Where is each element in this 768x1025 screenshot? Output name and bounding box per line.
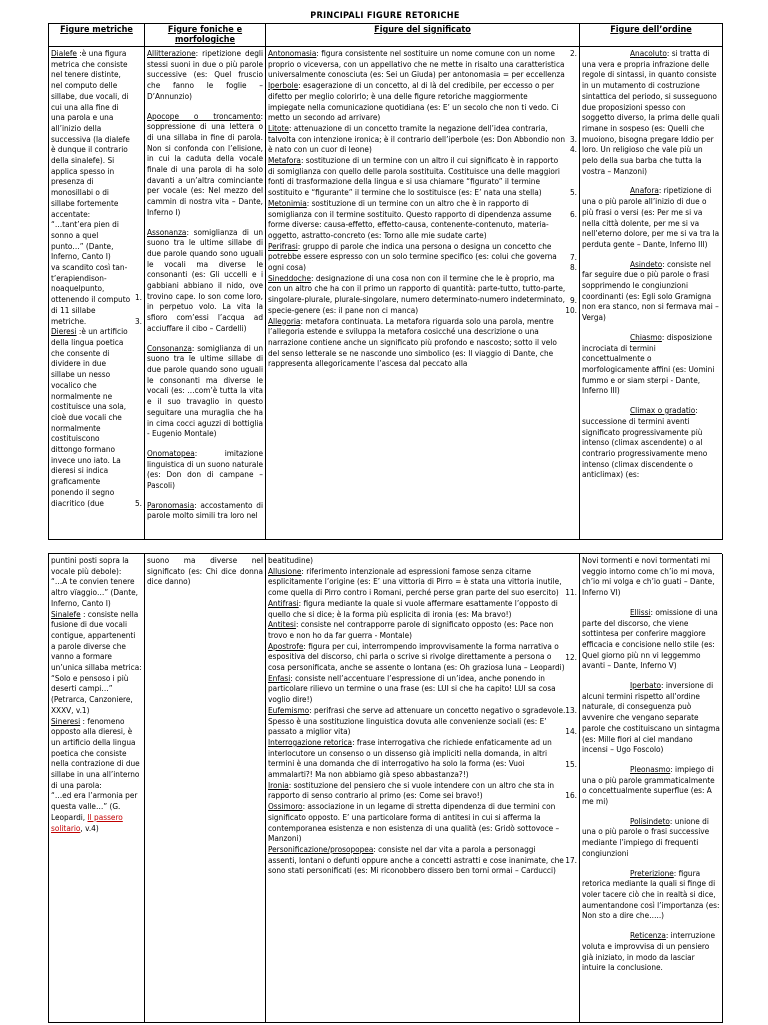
col4-anacoluto-term: Anacoluto [630, 48, 667, 58]
spacer [147, 102, 263, 111]
col3-antonomasia-term: Antonomasia [268, 48, 317, 58]
col1-nums-0: 1. [134, 292, 142, 302]
entry-climax-cont: Novi tormenti e novi tormentati mi veggio intorno come ch’io mi mova, ch’io mi volga e ch’io guati – Dante, Inferno VI) [582, 555, 715, 598]
col3-perifrasi-num: 7. [569, 251, 577, 262]
col3-allusione-num: 11. [565, 587, 577, 598]
col3-perifrasi-term: Perifrasi [268, 240, 298, 251]
col-figure-foniche-cont [145, 554, 266, 1023]
entry-apocope [147, 111, 263, 218]
col2-assonanza-text: : somiglianza di un suono tra le ultime sillabe di due parole quando sono uguali le vocali ma diverse le consonanti (es: Gli uccelli e i gabbiani abbiano il nido, ove trovino cape. Io son come loro, in perpetuo volo. La vita la sfioro com’essi l’acqua ad acciuffare il cibo – Cardelli) [147, 226, 263, 333]
col3-antitesi-text: : consiste nel contrapporre parole di significato opposto (es: Pace non trovo e non ho da far guerra - Montale) [268, 619, 554, 640]
col3-apostrofe-num: 12. [565, 651, 577, 662]
col3-antifrasi-term: Antifrasi [268, 597, 299, 608]
col3-personificazione-text: : consiste nel dar vita a parola a personaggi assenti, lontani o defunti oppure anche a concetti astratti e cose inanimate, che sono stati personificati (es: Mi riconobbero dissero ben torni ormai – Carducci) [268, 843, 564, 876]
entry-sineddoche [268, 273, 577, 316]
col1-sinalefe-text1: : consiste nella fusione di due vocali contigue, appartenenti a parole diverse che vanno a formare un’unica sillaba metrica: “Solo e pensoso i più deserti campi…” (Petrarca, Canzoniere, XXXV, v.1) [51, 608, 142, 715]
col3-interrogazione-num: 15. [565, 759, 577, 770]
spacer [582, 921, 720, 930]
spacer [582, 859, 720, 868]
entry-consonanza [147, 343, 263, 439]
col3-metafora-term: Metafora [268, 155, 301, 166]
col-figure-foniche [145, 47, 266, 540]
col4-iperbato-text: : inversione di alcuni termini rispetto all’ordine naturale, di conseguenza può avvenire che vengano separate parole che costituiscano un sintagma (es: Mille fiori al ciel mandano incensi – Ugo Foscolo) [582, 680, 720, 755]
col3-enfasi-term: Enfasi [268, 672, 291, 683]
col-figure-significato-cont [266, 554, 580, 1023]
entry-antonomasia [268, 48, 577, 80]
entry-personificazione [268, 844, 577, 876]
entry-polisindeto [582, 816, 720, 859]
col4-iperbato-term: Iperbato [630, 680, 661, 691]
col4-anacoluto-text: : si tratta di una vera e propria infrazione delle regole di sintassi, in quanto consiste in un mutamento di costruzione sintattica del periodo, si susseguono due proposizioni spesso con soggetto diverso, la prima delle quali rimane in sospeso (es: Quelli che muoiono, bisogna pregare Iddio per loro. Un religioso che vale più un pelo della sua barba che tutta la vostra – Manzoni) [582, 48, 720, 176]
col4-asindeto-text: : consiste nel far seguire due o più parole o frasi sopprimendo le congiunzioni coordinanti (es: Egli solo Gramigna non era stanco, non si fermava mai – Verga) [582, 258, 719, 323]
col4-preterizione-term: Preterizione [630, 867, 674, 878]
col1-nums-2: 3. [134, 315, 142, 326]
entry-climax [582, 405, 720, 480]
spacer [582, 671, 720, 680]
entry-allegoria-cont: beatitudine) [268, 555, 314, 565]
header-figure-significato: Figure del significato [266, 24, 580, 47]
header-figure-ordine: Figure dell’ordine [580, 24, 723, 47]
entry-pleonasmo [582, 764, 720, 807]
col1-dialefe-text2: va scandito così tan-t’erapiendison-noaquelpunto, ottenendo il computo di 11 sillabe metriche. [51, 262, 131, 326]
spacer [582, 176, 720, 185]
entry-metonimia [268, 198, 577, 241]
col3-personificazione-term: Personificazione/prosopopea [268, 843, 374, 854]
entry-onomatopea [147, 448, 263, 491]
spacer [582, 323, 720, 332]
col3-litote-term: Litote [268, 122, 289, 133]
entry-dieresi-cont [51, 555, 142, 609]
col3-perifrasi-num2: 8. [569, 262, 577, 273]
col1-sinalefe-term: Sinalefe [51, 608, 81, 619]
col1-sineresi-quote: “…ed era l’armonia per questa valle…” (G. Leopardi, [51, 790, 138, 822]
col2-apocope-term: Apocope o troncamento [147, 110, 261, 121]
passero-solitario-link[interactable]: Il passero solitario [51, 811, 123, 833]
col4-chiasmo-text: : disposizione incrociata di termini concettualmente o morfologicamente affini (es: Uomini fummo e or siam sterpi - Dante, Inferno III) [582, 331, 715, 396]
col4-reticenza-term: Reticenza [630, 930, 666, 941]
entry-metafora [268, 155, 577, 198]
col3-eufemismo-num: 13. [565, 704, 577, 715]
header-figure-metriche: Figure metriche [49, 24, 145, 47]
figures-table-continued [48, 554, 723, 1023]
col2-allitterazione-text: : ripetizione degli stessi suoni in due o più parole successive (es: Quel fruscio che fanno le foglie – D’Annunzio) [147, 48, 263, 101]
entry-ellissi [582, 607, 720, 671]
col3-ironia-term: Ironia [268, 779, 289, 790]
col3-ironia-num: 16. [565, 790, 577, 801]
col4-anafora-term: Anafora [630, 185, 659, 196]
col1-dieresi-text1: :è un artificio della lingua poetica che consente di dividere in due sillabe un nesso vocalico che normalmente ne costituisce una sola, cioè due vocali che normalmente costituiscono dittongo formano invece uno iato. La dieresi si indica graficamente ponendo il segno diacritico (due [51, 326, 128, 508]
spacer [582, 807, 720, 816]
col3-sineddoche-num: 9. [569, 294, 577, 305]
col4-anafora-text: : ripetizione di una o più parole all’inizio di due o più frasi o versi (es: Per me si va nella città dolente, per me si va nell’eterno dolore, per me si va tra la perduta gente – Dante, Inferno III) [582, 185, 720, 249]
spacer [582, 755, 720, 764]
col3-metonimia-text: : sostituzione di un termine con un altro che è in rapporto di somiglianza con il termine sostituito. Questo rapporto di dipendenza assume forme diverse: causa-effetto, effetto-causa, contenente-contenuto, materia-oggetto, astratto-concreto (es: Torno alle mie sudate carte) [268, 197, 552, 240]
col-figure-metriche [49, 47, 145, 540]
header-figure-foniche: Figure foniche e morfologiche [145, 24, 266, 47]
col2-assonanza-term: Assonanza [147, 226, 187, 237]
col4-polisindeto-text: : unione di una o più parole o frasi successive mediante l’impiego di frequenti congiunzioni [582, 815, 710, 858]
entry-eufemismo [268, 705, 577, 737]
col3-personificazione-num: 17. [565, 854, 577, 865]
entry-antifrasi [268, 598, 577, 619]
col4-ellissi-term: Ellissi [630, 606, 651, 617]
col3-metafora-num: 5. [569, 187, 577, 198]
col3-eufemismo-text: : perifrasi che serve ad attenuare un concetto negativo o sgradevole. Spesso è una sostituzione linguistica dovuta alle convenienze sociali (es: E’ passato a miglior vita) [268, 704, 566, 737]
col2-onomatopea-term: Onomatopea [147, 447, 195, 458]
col3-allusione-term: Allusione [268, 565, 302, 576]
col2-paronomasia-text1: : accostamento di parole molto simili tra loro nel [147, 499, 263, 521]
col3-metonimia-num: 6. [569, 208, 577, 219]
spacer [147, 491, 263, 500]
col1-dialefe-term: Dialefe [51, 48, 77, 58]
col3-eufemismo-num2: 14. [565, 726, 577, 737]
spacer [582, 598, 720, 607]
col1-sineresi-end: , v.4) [80, 822, 99, 833]
col-figure-ordine [580, 47, 723, 540]
entry-allusione [268, 566, 577, 598]
col3-iperbole-term: Iperbole [268, 80, 299, 91]
col2-apocope-text: : soppressione di una lettera o di una sillaba in fine di parola. Non si confonda con l’elisione, in cui la caduta della vocale finale di una parola di ha solo davanti a un’altra cominciante per vocale (es: Nel mezzo del cammin di nostra vita – Dante, Inferno I) [147, 110, 263, 217]
col2-allitterazione-term: Allitterazione [147, 48, 196, 58]
page-title: PRINCIPALI FIGURE RETORICHE [310, 11, 460, 21]
col4-polisindeto-term: Polisindeto [630, 815, 670, 826]
col-figure-significato [266, 47, 580, 540]
col3-metafora-text: : sostituzione di un termine con un altro il cui significato è in rapporto di somiglianza con quello delle parola sostituita. Costituisce una delle maggiori fonti di trasformazione della lingua e si usa chiamare “figurato” il termine sostituito e “figurante” il termine che lo sostituisce (es: E’ nata una stella) [268, 155, 560, 198]
entry-asindeto [582, 259, 720, 323]
col3-allegoria-text1: : metafora continuata. La metafora riguarda solo una parola, mentre l’allegoria estende e sviluppa la metafora cosicché una descrizione o una narrazione contiene anche un significato più profondo e nascosto; sotto il velo del senso letterale se ne nasconde uno simbolico (es: Il viaggio di Dante, che rappresenta allegoricamente l’ascesa dal peccato alla [268, 315, 557, 369]
figures-table [48, 23, 723, 540]
entry-perifrasi [268, 241, 577, 273]
col3-allusione-text: : riferimento intenzionale ad espressioni famose senza citarne esplicitamente l’origine (es: E’ una vittoria di Pirro = è stata una vittoria inutile, come quella di Pirro contro i Romani, perché perse gran parte del suo esercito) [268, 565, 562, 598]
col1-dieresi-quote: “…A te convien tenere altro vïaggio…” (Dante, Inferno, Canto I) [51, 576, 138, 608]
entry-iperbole [268, 80, 577, 123]
spacer [147, 334, 263, 343]
entry-ironia [268, 780, 577, 801]
col4-climax-text1: : successione di termini aventi significato progressivamente più intenso (climax ascendente) o al contrario progressivamente meno intenso (climax discendente o anticlimax) (es: [582, 405, 708, 480]
col3-antifrasi-text: : figura mediante la quale si vuole affermare esattamente l’opposto di quello che si dice; è la forma più esplicita di ironia (es: Ma bravo!) [268, 597, 558, 619]
entry-iperbato [582, 680, 720, 755]
col4-asindeto-term: Asindeto [630, 258, 663, 269]
spacer [582, 250, 720, 259]
page-1 [48, 10, 722, 527]
col1-dieresi-text2: puntini posti sopra la vocale più debole): [51, 555, 129, 576]
entry-assonanza [147, 227, 263, 334]
entry-apostrofe [268, 641, 577, 673]
entry-sinalefe [51, 609, 142, 716]
col4-pleonasmo-term: Pleonasmo [630, 763, 671, 774]
spacer [147, 439, 263, 448]
col4-ellissi-text: : omissione di una parte del discorso, che viene sottintesa per conferire maggiore efficacia e concisione nello stile (es: Quel giorno più nn vi leggemmo avanti – Dante, Inferno V) [582, 606, 718, 671]
col2-paronomasia-term: Paronomasia [147, 499, 195, 510]
col2-consonanza-text: : somiglianza di un suono tra le ultime sillabe di due parole quando sono uguali le consonanti ma diverse le vocali (es: …com’è tutta la vita e il suo travaglio in questo seguitare una muraglia che ha in cima cocci aguzzi di bottiglia - Eugenio Montale) [147, 342, 263, 439]
entry-dieresi [51, 326, 142, 508]
col3-antonomasia-text: : figura consistente nel sostituire un nome comune con un nome proprio o viceversa, con un appellativo che ne mette in risalto una caratteristica universalmente conosciuta (es: Sei un Giuda) per antonomasia = per eccellenza [268, 48, 565, 80]
entry-preterizione [582, 868, 720, 922]
entry-paronomasia-cont: suono ma diverse nel significato (es: Chi dice donna dice danno) [147, 555, 263, 587]
entry-reticenza [582, 930, 720, 973]
entry-ossimoro [268, 801, 577, 844]
entry-sineresi [51, 716, 142, 834]
col4-climax-term: Climax o gradatio [630, 405, 696, 416]
col3-eufemismo-term: Eufemismo [268, 704, 310, 715]
entry-dialefe [51, 48, 142, 326]
col3-sineddoche-num2: 10. [565, 304, 577, 315]
col3-litote-text: : attenuazione di un concetto tramite la negazione dell’idea contraria, talvolta con intenzione ironica; è il contrario dell’iperbole (es: Don Abbondio non è nato con un cuor di leone) [268, 122, 566, 155]
col3-ironia-text: : sostituzione del pensiero che si vuole intendere con un altro che sta in rapporto di senso contrario al primo (es: Come sei bravo!) [268, 779, 555, 801]
entry-anafora [582, 185, 720, 249]
col-figure-metriche-cont [49, 554, 145, 1023]
entry-paronomasia [147, 500, 263, 521]
col1-sineresi-text1: : fenomeno opposto alla dieresi, è un artificio della lingua poetica che consiste nella contrazione di due sillabe in una all’interno di una parola: [51, 715, 140, 790]
col3-interrogazione-term: Interrogazione retorica [268, 736, 353, 747]
col1-dialefe-text1: :è una figura metrica che consiste nel tenere distinte, nel computo delle sillabe, due vocali, di cui una alla fine di una parola e una all’inizio della successiva (la dialefe è dunque il contrario della sinalefe). Si applica spesso in presenza di monosillabi o di sillabe fortemente accentate: [51, 48, 130, 219]
col4-chiasmo-term: Chiasmo [630, 331, 662, 342]
entry-antitesi [268, 619, 577, 640]
entry-litote [268, 123, 577, 155]
col4-preterizione-text: : figura retorica mediante la quali si finge di voler tacere ciò che in realtà si dice, aumentandone così l’importanza (es: Non sto a dire che…..) [582, 867, 720, 921]
col1-dieresi-term: Dieresi [51, 326, 77, 337]
col1-dialefe-quote: “…tant’era pien di sonno a quel punto…” (Dante, Inferno, Canto I) [51, 219, 119, 262]
col1-nums-4: 5. [134, 497, 142, 508]
col3-ossimoro-term: Ossimoro [268, 801, 303, 812]
col3-antonomasia-num: 2. [569, 48, 577, 58]
col4-pleonasmo-text: : impiego di una o più parole grammaticalmente o concettualmente superflue (es: A me mi) [582, 763, 715, 807]
col3-iperbole-text: : esagerazione di un concetto, al di là del credibile, per eccesso o per difetto per meglio colorirlo; è una delle figure retoriche maggiormente impiegate nella comunicazione quotidiana (es: E’ un secolo che non ti vedo. Ci metto un secondo ad arrivare) [268, 80, 559, 123]
entry-allegoria [268, 316, 577, 370]
col3-ossimoro-text: : associazione in un legame di stretta dipendenza di due termini con significato opposto. E’ una particolare forma di antitesi in cui si afferma la contemporanea esistenza e non esistenza di una qualità (es: Gridò sottovoce – Manzoni) [268, 801, 560, 844]
col3-litote-num2: 4. [569, 144, 577, 155]
entry-allitterazione [147, 48, 263, 102]
col3-metonimia-term: Metonimia [268, 197, 307, 208]
col3-litote-num: 3. [569, 134, 577, 145]
col3-apostrofe-term: Apostrofe [268, 640, 304, 651]
entry-anacoluto [582, 48, 720, 176]
col3-antitesi-term: Antitesi [268, 619, 296, 630]
spacer [582, 396, 720, 405]
col1-sineresi-term: Sineresi [51, 715, 81, 726]
col3-interrogazione-text: : frase interrogativa che richiede enfaticamente ad un interlocutore un consenso o un dissenso già impliciti nella domanda, in altri termini è una domanda che di interrogativo ha solo la forma (es: Vuoi ammalarti?! Ma non abbiamo già speso abbastanza?!) [268, 736, 552, 780]
entry-chiasmo [582, 332, 720, 396]
col3-sineddoche-term: Sineddoche [268, 272, 312, 283]
col3-sineddoche-text: : designazione di una cosa non con il termine che le è proprio, ma con un altro che ha con il primo un rapporto di quantità: parte-tutto, tutto-parte, singolare-plurale, plurale-singolare, numero determinato-numero indeterminato, specie-genere (es: il pane non ci manca) [268, 272, 566, 315]
entry-interrogazione-retorica [268, 737, 577, 780]
col-figure-ordine-cont [580, 554, 723, 1023]
spacer [147, 218, 263, 227]
page-2 [48, 553, 722, 1025]
col2-consonanza-term: Consonanza [147, 342, 192, 353]
col3-enfasi-text: : consiste nell’accentuare l’espressione di un’idea, anche ponendo in particolare rilievo un termine o una frase (es: LUI si che ha capito! LUI sa cosa voglio dire!) [268, 672, 556, 705]
col3-allegoria-term: Allegoria [268, 315, 301, 326]
col4-reticenza-text: : interruzione voluta e improvvisa di un pensiero già iniziato, in modo da lasciar intuire la conclusione. [582, 930, 716, 973]
entry-enfasi [268, 673, 577, 705]
col3-apostrofe-text: : figura per cui, interrompendo improvvisamente la forma narrativa o espositiva del discorso, chi parla o scrive si rivolge direttamente a persona o cosa personificata, anche se assente o lontana (es: Oh graziosa luna – Leopardi) [268, 640, 565, 673]
col2-onomatopea-text: : imitazione linguistica di un suono naturale (es: Don don di campane – Pascoli) [147, 447, 263, 491]
col3-perifrasi-text: : gruppo di parole che indica una persona o designa un concetto che potrebbe essere espresso con un solo termine specifico (es: colui che governa ogni cosa) [268, 240, 557, 273]
